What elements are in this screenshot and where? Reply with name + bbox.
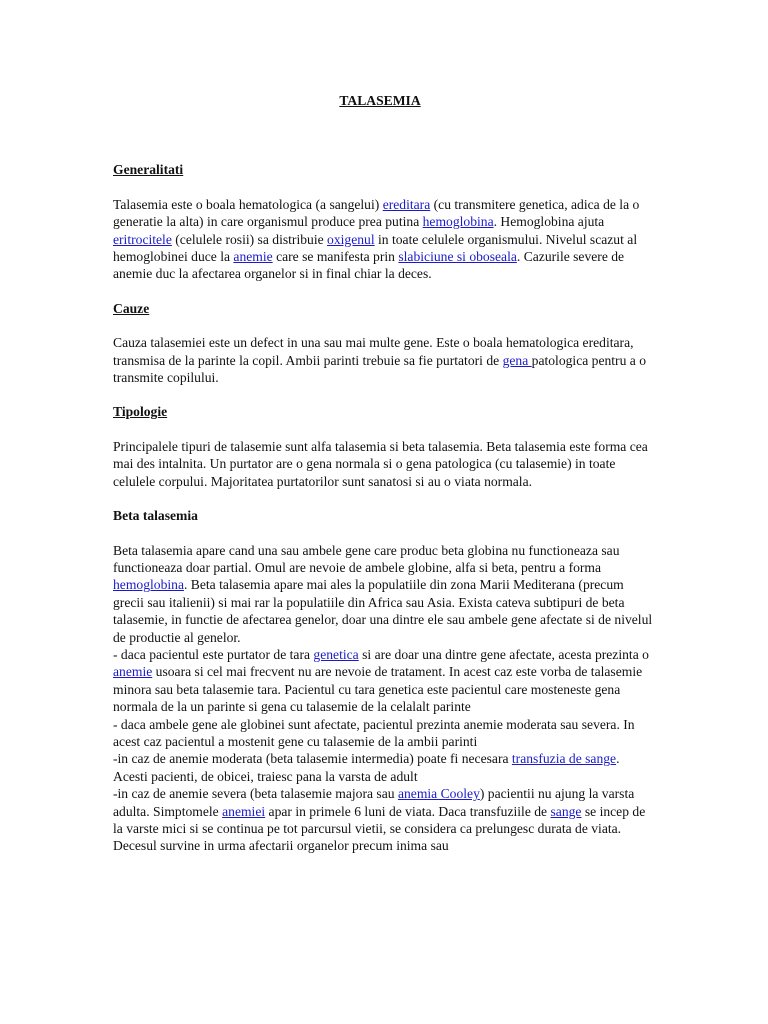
heading-generalitati: Generalitati: [113, 162, 184, 178]
link-anemiei[interactable]: anemiei: [222, 803, 266, 819]
text-segment: Principalele tipuri de talasemie sunt alfa talasemia si beta talasemia. Beta talasemia este forma cea mai des intalnita. Un purtator are o gena normala si o gena patologica (cu talasemie) in toate celulele corpului. Majoritatea purtatorilor sunt sanatosi si au o viata normala.: [113, 438, 648, 489]
link-ereditara[interactable]: ereditara: [382, 196, 431, 212]
paragraph-generalitati: [113, 196, 653, 283]
text-segment: care se manifesta prin: [272, 249, 399, 265]
text-segment: . Acesti pacienti, de obicei, traiesc pana la varsta de adult: [113, 751, 620, 784]
document-title: TALASEMIA: [339, 93, 421, 108]
heading-tipologie: Tipologie: [113, 404, 168, 420]
paragraph-tipologie: [113, 438, 653, 490]
text-segment: apar in primele 6 luni de viata. Daca transfuziile de: [265, 803, 551, 819]
heading-cauze: Cauze: [113, 300, 150, 316]
text-segment: se incep de la varste mici si se continua pe tot parcursul vietii, se considera ca prelungesc durata de viata. Decesul survine in urma afectarii organelor precum inima sau: [113, 803, 646, 854]
text-segment: -in caz de anemie severa (beta talasemie majora sau: [113, 786, 398, 802]
text-segment: patologica pentru a o transmite copilului.: [113, 352, 647, 386]
text-segment: -in caz de anemie moderata (beta talasemie intermedia) poate fi necesara: [113, 751, 512, 767]
link-transfuzia-de-sange[interactable]: transfuzia de sange: [511, 751, 617, 767]
text-segment: . Hemoglobina ajuta: [493, 214, 605, 230]
heading-beta-talasemia: Beta talasemia: [113, 508, 198, 524]
paragraph-beta-talasemia: [113, 542, 653, 855]
text-segment: - daca ambele gene ale globinei sunt afectate, pacientul prezinta anemie moderata sau severa. In acest caz pacientul a mostenit gene cu talasemie de la ambii parinti: [113, 716, 635, 749]
text-segment: usoara si cel mai frecvent nu are nevoie de tratament. In acest caz este vorba de talasemie minora sau beta talasemie tara. Pacientul cu tara genetica este pacientul care mosteneste gena normala de la un parinte si gena cu talasemie de la celalalt parinte: [113, 664, 643, 715]
text-segment: . Cazurile severe de anemie duc la afectarea organelor si in final chiar la deces.: [113, 249, 625, 282]
text-segment: . Beta talasemia apare mai ales la populatiile din zona Marii Mediterana (precum grecii sau italienii) si mai rar la populatiile din Africa sau Asia. Exista cateva subtipuri de beta talasemie, in functie de afectarea genelor, doar una dintre ele sau ambele gene afectate si de nivelul de productie al genelor.: [113, 577, 653, 645]
text-segment: Beta talasemia apare cand una sau ambele gene care produc beta globina nu functioneaza sau functioneaza doar partial. Omul are nevoie de ambele globine, alfa si beta, pentru a forma: [113, 542, 620, 575]
link-slabiciune-si-oboseala[interactable]: slabiciune si oboseala: [398, 249, 517, 265]
link-sange[interactable]: sange: [550, 803, 582, 819]
link-anemie[interactable]: anemie: [113, 664, 153, 680]
link-anemie[interactable]: anemie: [233, 249, 273, 265]
paragraph-cauze: [113, 334, 653, 386]
text-segment: (cu transmitere genetica, adica de la o generatie la alta) in care organismul produce prea putina: [113, 196, 640, 230]
text-segment: si are doar una dintre gene afectate, acesta prezinta o: [358, 646, 649, 662]
link-gena[interactable]: gena: [502, 352, 532, 368]
link-oxigenul[interactable]: oxigenul: [327, 231, 375, 247]
document-content: [113, 92, 653, 872]
text-segment: (celulele rosii) sa distribuie: [171, 231, 328, 247]
link-eritrocitele[interactable]: eritrocitele: [113, 231, 172, 247]
text-segment: Cauza talasemiei este un defect in una sau mai multe gene. Este o boala hematologica ereditara, transmisa de la parinte la copil. Ambii parinti trebuie sa fie purtatori de: [113, 335, 634, 368]
text-segment: - daca pacientul este purtator de tara: [113, 646, 314, 662]
link-hemoglobina[interactable]: hemoglobina: [422, 214, 494, 230]
link-anemia-cooley[interactable]: anemia Cooley: [397, 786, 480, 802]
text-segment: ) pacientii nu ajung la varsta adulta. Simptomele: [113, 786, 635, 819]
text-segment: Talasemia este o boala hematologica (a sangelui): [113, 196, 383, 212]
text-segment: in toate celulele organismului. Nivelul scazut al hemoglobinei duce la: [113, 231, 638, 265]
link-hemoglobina[interactable]: hemoglobina: [113, 577, 184, 593]
link-genetica[interactable]: genetica: [313, 646, 359, 662]
